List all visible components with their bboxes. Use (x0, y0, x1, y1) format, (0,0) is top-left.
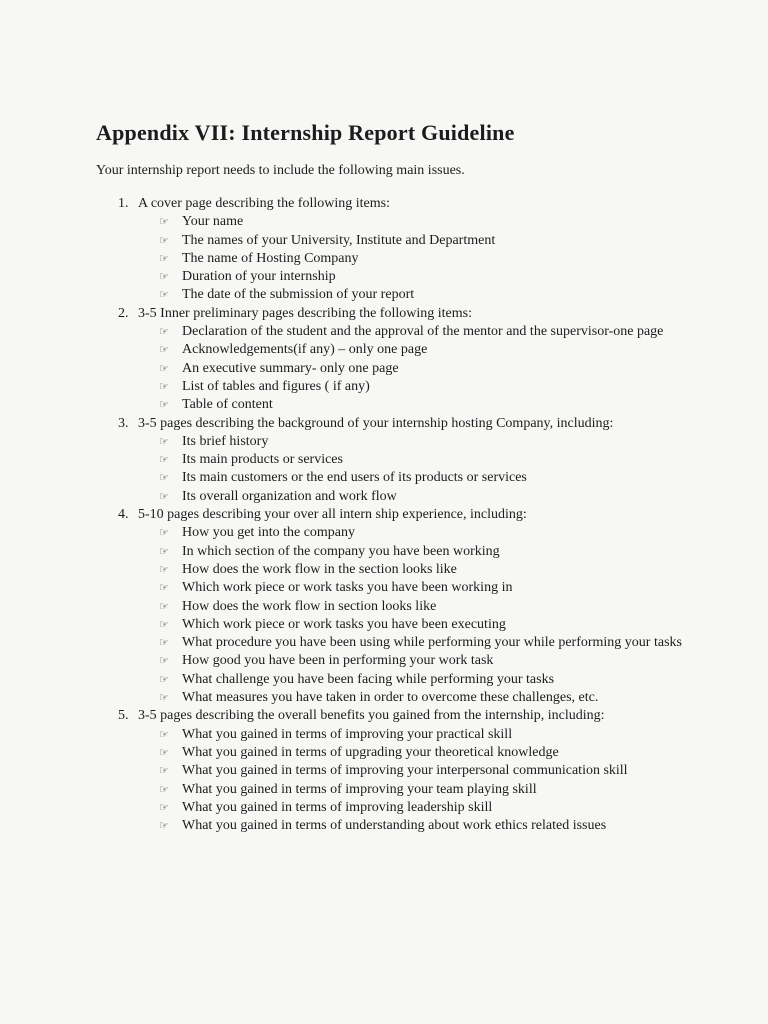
section-heading (96, 195, 696, 213)
list-item-text: What procedure you have been using while performing your while performing your tasks (182, 635, 682, 651)
hand-pointing-icon: ☞ (159, 344, 169, 357)
hand-pointing-icon: ☞ (159, 618, 169, 631)
list-item-text: Declaration of the student and the approval of the mentor and the supervisor-one page (182, 324, 664, 340)
section-number: 5. (118, 708, 129, 724)
list-item-text: What you gained in terms of upgrading your theoretical knowledge (182, 744, 559, 760)
list-item (96, 598, 696, 616)
list-item (96, 524, 696, 542)
list-item (96, 634, 696, 652)
section-heading-text: 3-5 pages describing the overall benefits you gained from the internship, including: (138, 708, 605, 724)
section-heading-text: 3-5 pages describing the background of your internship hosting Company, including: (138, 415, 614, 431)
hand-pointing-icon: ☞ (159, 820, 169, 833)
list-item (96, 213, 696, 231)
section-heading-text: A cover page describing the following items: (138, 196, 390, 211)
section-heading (96, 415, 696, 433)
list-item (96, 781, 696, 799)
list-item-text: Your name (182, 214, 244, 230)
hand-pointing-icon: ☞ (159, 472, 169, 485)
list-item (96, 744, 696, 762)
list-item (96, 579, 696, 597)
list-item (96, 799, 696, 817)
hand-pointing-icon: ☞ (159, 765, 169, 778)
list-item-text: Its overall organization and work flow (182, 488, 397, 504)
list-item (96, 433, 696, 451)
list-item (96, 286, 696, 304)
list-item (96, 652, 696, 670)
list-item-text: How you get into the company (182, 525, 356, 541)
hand-pointing-icon: ☞ (159, 362, 169, 375)
section-items (96, 726, 696, 836)
hand-pointing-icon: ☞ (159, 527, 169, 540)
section-heading-text: 3-5 Inner preliminary pages describing the following items: (138, 305, 472, 321)
guideline-list (96, 195, 696, 835)
list-item-text: What you gained in terms of improving your practical skill (182, 726, 513, 742)
list-item (96, 360, 696, 378)
list-item-text: List of tables and figures ( if any) (182, 378, 370, 394)
list-item-text: Which work piece or work tasks you have been working in (182, 580, 513, 596)
hand-pointing-icon: ☞ (159, 454, 169, 467)
hand-pointing-icon: ☞ (159, 289, 169, 302)
list-item (96, 817, 696, 835)
section-5 (96, 707, 696, 835)
hand-pointing-icon: ☞ (159, 600, 169, 613)
list-item (96, 543, 696, 561)
list-item-text: What challenge you have been facing while performing your tasks (182, 671, 555, 687)
hand-pointing-icon: ☞ (159, 692, 169, 705)
hand-pointing-icon: ☞ (159, 582, 169, 595)
list-item-text: What you gained in terms of understanding about work ethics related issues (182, 818, 607, 834)
hand-pointing-icon: ☞ (159, 490, 169, 503)
list-item (96, 671, 696, 689)
hand-pointing-icon: ☞ (159, 637, 169, 650)
list-item (96, 488, 696, 506)
hand-pointing-icon: ☞ (159, 216, 169, 229)
section-heading (96, 707, 696, 725)
section-heading (96, 506, 696, 524)
list-item-text: How does the work flow in section looks like (182, 598, 437, 614)
list-item-text: Its brief history (182, 433, 269, 449)
list-item-text: An executive summary- only one page (182, 360, 399, 376)
hand-pointing-icon: ☞ (159, 801, 169, 814)
list-item-text: Which work piece or work tasks you have been executing (182, 616, 506, 632)
list-item (96, 250, 696, 268)
section-items (96, 433, 696, 506)
list-item (96, 689, 696, 707)
list-item (96, 232, 696, 250)
section-2 (96, 305, 696, 415)
list-item (96, 726, 696, 744)
hand-pointing-icon: ☞ (159, 435, 169, 448)
section-heading-text: 5-10 pages describing your over all intern ship experience, including: (138, 507, 527, 523)
list-item (96, 451, 696, 469)
hand-pointing-icon: ☞ (159, 728, 169, 741)
list-item (96, 268, 696, 286)
list-item (96, 341, 696, 359)
hand-pointing-icon: ☞ (159, 234, 169, 247)
hand-pointing-icon: ☞ (159, 380, 169, 393)
intro-text: Your internship report needs to include the following main issues. (96, 163, 465, 178)
section-number: 3. (118, 415, 129, 431)
hand-pointing-icon: ☞ (159, 783, 169, 796)
hand-pointing-icon: ☞ (159, 655, 169, 668)
hand-pointing-icon: ☞ (159, 399, 169, 412)
list-item (96, 469, 696, 487)
section-1 (96, 195, 696, 305)
section-heading (96, 305, 696, 323)
list-item-text: The name of Hosting Company (182, 250, 359, 266)
section-items (96, 323, 696, 414)
section-items (96, 524, 696, 707)
list-item-text: Its main customers or the end users of its products or services (182, 470, 527, 486)
section-3 (96, 415, 696, 506)
hand-pointing-icon: ☞ (159, 673, 169, 686)
list-item (96, 396, 696, 414)
hand-pointing-icon: ☞ (159, 563, 169, 576)
list-item-text: What you gained in terms of improving your interpersonal communication skill (182, 763, 628, 779)
hand-pointing-icon: ☞ (159, 746, 169, 759)
list-item-text: How good you have been in performing your work task (182, 653, 494, 669)
section-number: 1. (118, 196, 129, 211)
list-item (96, 762, 696, 780)
list-item-text: What you gained in terms of improving your team playing skill (182, 781, 537, 797)
hand-pointing-icon: ☞ (159, 271, 169, 284)
section-number: 4. (118, 507, 129, 523)
list-item-text: Duration of your internship (182, 269, 336, 285)
hand-pointing-icon: ☞ (159, 252, 169, 265)
list-item-text: Table of content (182, 397, 273, 413)
hand-pointing-icon: ☞ (159, 545, 169, 558)
page-title: Appendix VII: Internship Report Guideline (96, 120, 515, 145)
section-items (96, 213, 696, 304)
list-item-text: How does the work flow in the section looks like (182, 561, 457, 577)
list-item-text: Its main products or services (182, 452, 343, 468)
hand-pointing-icon: ☞ (159, 326, 169, 339)
list-item (96, 561, 696, 579)
list-item-text: What you gained in terms of improving leadership skill (182, 799, 493, 815)
list-item-text: What measures you have taken in order to overcome these challenges, etc. (182, 690, 599, 706)
list-item (96, 378, 696, 396)
section-number: 2. (118, 305, 129, 321)
section-4 (96, 506, 696, 707)
list-item-text: Acknowledgements(if any) – only one page (182, 342, 428, 358)
list-item-text: In which section of the company you have been working (182, 543, 500, 559)
list-item (96, 323, 696, 341)
list-item-text: The date of the submission of your report (182, 287, 415, 303)
list-item-text: The names of your University, Institute and Department (182, 232, 496, 248)
list-item (96, 616, 696, 634)
